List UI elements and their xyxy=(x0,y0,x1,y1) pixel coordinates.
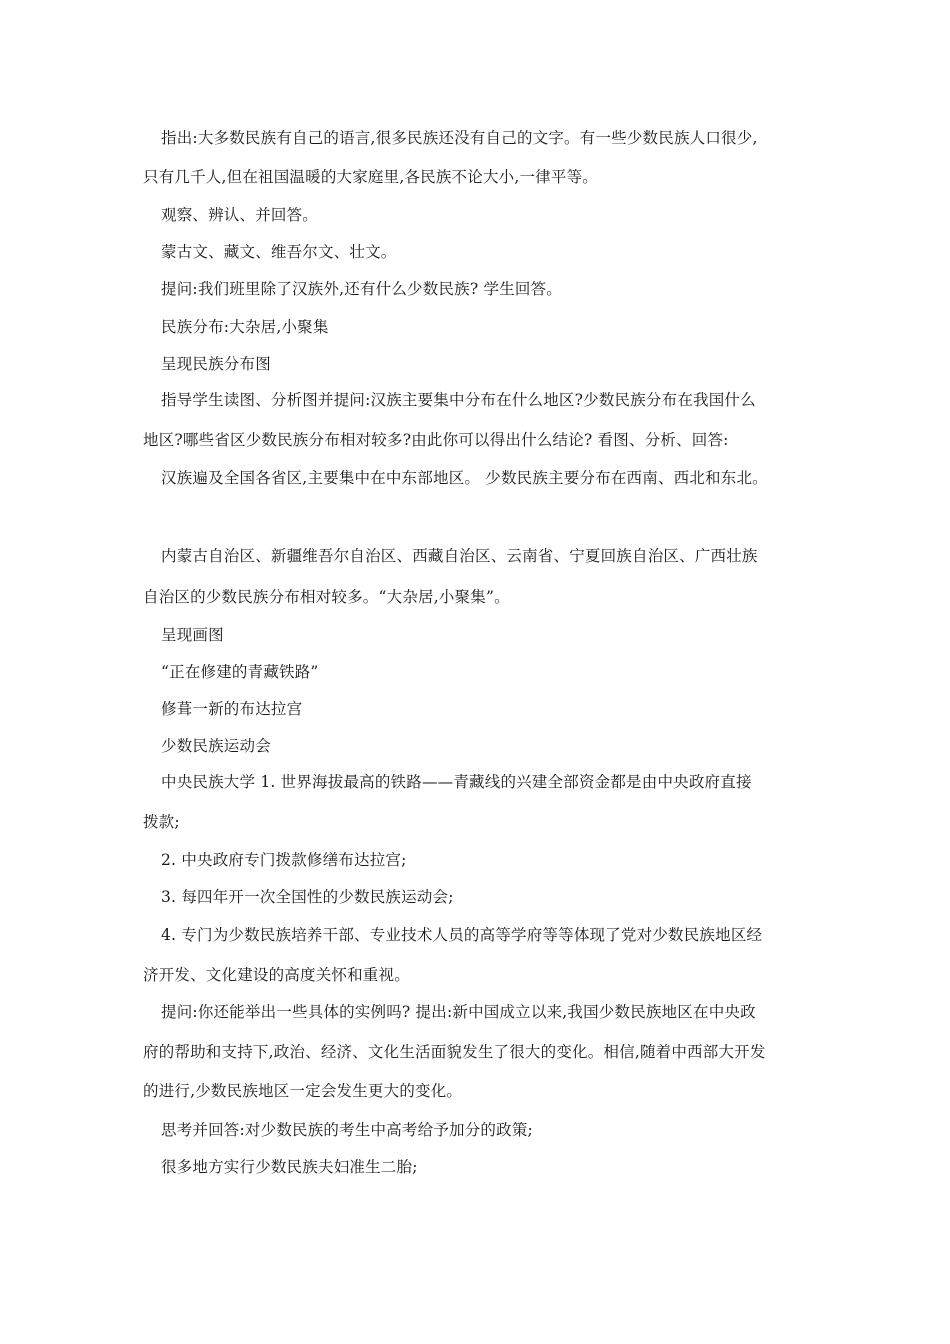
text-line: 指出:大多数民族有自己的语言,很多民族还没有自己的文字。有一些少数民族人口很少, xyxy=(161,129,758,147)
text-line: 指导学生读图、分析图并提问:汉族主要集中分布在什么地区?少数民族分布在我国什么 xyxy=(161,391,756,409)
text-line: 提问:你还能举出一些具体的实例吗? 提出:新中国成立以来,我国少数民族地区在中央政 xyxy=(161,1003,756,1021)
text-line: 少数民族运动会 xyxy=(161,737,271,755)
text-line: 府的帮助和支持下,政治、经济、文化生活面貌发生了很大的变化。相信,随着中西部大开发 xyxy=(143,1043,766,1061)
text-line: 地区?哪些省区少数民族分布相对较多?由此你可以得出什么结论? 看图、分析、回答: xyxy=(143,431,729,449)
text-line: 汉族遍及全国各省区,主要集中在中东部地区。 少数民族主要分布在西南、西北和东北。 xyxy=(161,469,768,487)
text-line: 呈现民族分布图 xyxy=(161,355,271,373)
text-line: 思考并回答:对少数民族的考生中高考给予加分的政策; xyxy=(161,1121,533,1139)
text-line: 呈现画图 xyxy=(161,626,224,644)
text-line: 民族分布:大杂居,小聚集 xyxy=(161,318,329,336)
text-line: 拨款; xyxy=(143,813,180,831)
text-line: 修葺一新的布达拉宫 xyxy=(161,700,303,718)
text-line: 只有几千人,但在祖国温暖的大家庭里,各民族不论大小,一律平等。 xyxy=(143,168,598,186)
text-line: 很多地方实行少数民族夫妇准生二胎; xyxy=(161,1158,418,1176)
text-line: 4. 专门为少数民族培养干部、专业技术人员的高等学府等等体现了党对少数民族地区经 xyxy=(161,926,763,944)
text-line: 蒙古文、藏文、维吾尔文、壮文。 xyxy=(161,243,397,261)
text-line: 内蒙古自治区、新疆维吾尔自治区、西藏自治区、云南省、宁夏回族自治区、广西壮族 xyxy=(161,547,758,565)
text-line: 中央民族大学 1. 世界海拔最高的铁路——青藏线的兴建全部资金都是由中央政府直接 xyxy=(161,773,752,791)
text-line: 济开发、文化建设的高度关怀和重视。 xyxy=(143,966,410,984)
text-line: “正在修建的青藏铁路” xyxy=(161,663,319,681)
text-line: 的进行,少数民族地区一定会发生更大的变化。 xyxy=(143,1082,463,1100)
text-line: 自治区的少数民族分布相对较多。“大杂居,小聚集”。 xyxy=(143,588,510,606)
text-line: 观察、辨认、并回答。 xyxy=(161,206,319,224)
text-line: 2. 中央政府专门拨款修缮布达拉宫; xyxy=(161,851,407,869)
text-line: 3. 每四年开一次全国性的少数民族运动会; xyxy=(161,888,454,906)
text-line: 提问:我们班里除了汉族外,还有什么少数民族? 学生回答。 xyxy=(161,280,562,298)
